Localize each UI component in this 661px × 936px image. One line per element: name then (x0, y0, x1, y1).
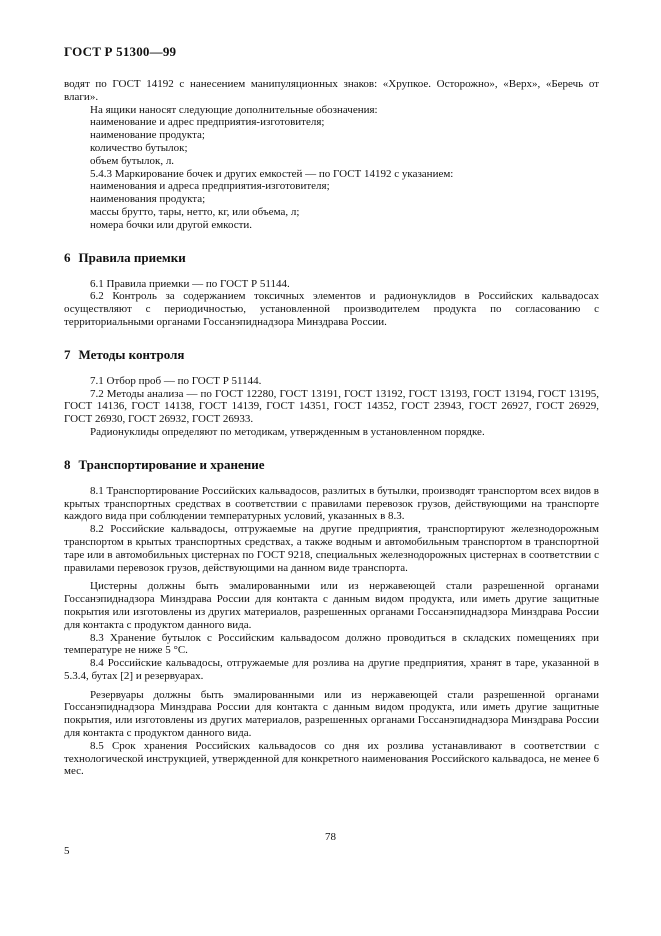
continued-paragraph: водят по ГОСТ 14192 с нанесением манипуляционных знаков: «Хрупкое. Осторожно», «Верх», «Беречь от влаги». (64, 78, 599, 103)
page-number: 78 (325, 831, 336, 843)
footer-mark: 5 (64, 845, 70, 857)
section-8-heading (64, 457, 599, 473)
list-item: массы брутто, тары, нетто, кг, или объема, л; (90, 205, 300, 218)
list-item: номера бочки или другой емкости. (90, 218, 253, 231)
tanks-paragraph: Цистерны должны быть эмалированными или из нержавеющей стали разрешенной органами Госсанэпиднадзора Минздрава России для контакта с данным видом продукта, или иметь другие защитные покрытия или изготовлены из других материалов, разрешенных органами Госсанэпиднадзора Минздрава России для контакта с продуктом данного вида. (64, 580, 599, 631)
list-item: объем бутылок, л. (90, 154, 175, 167)
section-number: 8 (64, 456, 71, 472)
radionuclides-paragraph: Радионуклиды определяют по методикам, утвержденным в установленном порядке. (90, 425, 485, 438)
list-item: наименование продукта; (90, 129, 205, 142)
document-code-header: ГОСТ Р 51300—99 (64, 44, 177, 59)
list-item: количество бутылок; (90, 141, 188, 154)
boxes-marking-list (64, 116, 599, 167)
document-page (64, 0, 599, 936)
section-title: Транспортирование и хранение (78, 456, 265, 472)
clause-7-1: 7.1 Отбор проб — по ГОСТ Р 51144. (90, 374, 262, 387)
clause-8-4: 8.4 Российские кальвадосы, отгружаемые для розлива на другие предприятия, хранят в таре, указанной в 5.3.4, бутах [2] и резервуарах. (64, 657, 599, 682)
clause-8-5: 8.5 Срок хранения Российских кальвадосов со дня их розлива устанавливают в соответствии с технологической инструкцией, утвержденной для конкретного наименования Российского кальвадоса, не менее 6 мес. (64, 739, 599, 778)
list-item: наименование и адрес предприятия-изготовителя; (90, 116, 325, 129)
clause-5-4-3: 5.4.3 Маркирование бочек и других емкостей — по ГОСТ 14192 с указанием: (90, 167, 454, 180)
clause-7-2: 7.2 Методы анализа — по ГОСТ 12280, ГОСТ 13191, ГОСТ 13192, ГОСТ 13193, ГОСТ 13194, ГОСТ 13195, ГОСТ 14136, ГОСТ 14138, ГОСТ 14139, ГОСТ 14351, ГОСТ 14352, ГОСТ 23943, ГОСТ 26927, ГОСТ 26929, ГОСТ 26930, ГОСТ 26932, ГОСТ 26933. (64, 387, 599, 426)
section-6-heading (64, 250, 599, 266)
section-title: Правила приемки (78, 249, 186, 265)
section-number: 6 (64, 249, 71, 265)
document-body (64, 78, 599, 778)
clause-6-1: 6.1 Правила приемки — по ГОСТ Р 51144. (90, 277, 290, 290)
clause-8-2: 8.2 Российские кальвадосы, отгружаемые на другие предприятия, транспортируют железнодорожным транспортом в крытых транспортных средствах, а также водным и автомобильным транспортом в транспортной таре или в автомобильных цистернах по ГОСТ 9218, специальных железнодорожных цистернах в соответствии с правилами перевозок грузов, действующими на данном виде транспорта. (64, 523, 599, 574)
list-item: наименования продукта; (90, 193, 206, 206)
boxes-marking-lead: На ящики наносят следующие дополнительные обозначения: (90, 103, 378, 116)
section-number: 7 (64, 346, 71, 362)
clause-8-1: 8.1 Транспортирование Российских кальвадосов, разлитых в бутылки, производят транспортом всех видов в крытых транспортных средствах в соответствии с правилами перевозок грузов, действующими на транспорте каждого вида при соблюдении температурных условий, указанных в 8.3. (64, 484, 599, 523)
clause-6-2: 6.2 Контроль за содержанием токсичных элементов и радионуклидов в Российских кальвадосах осуществляют с периодичностью, установленной производителем продукта по согласованию с территориальными органами Госсанэпиднадзора Минздрава России. (64, 290, 599, 328)
reservoirs-paragraph: Резервуары должны быть эмалированными или из нержавеющей стали разрешенной органами Госсанэпиднадзора Минздрава России для контакта с данным видом продукта, или иметь другие защитные покрытия, или изготовлены из других материалов, разрешенных органами Госсанэпиднадзора Минздрава России для контакта с продуктом данного вида. (64, 688, 599, 740)
section-title: Методы контроля (78, 346, 185, 362)
list-item: наименования и адреса предприятия-изготовителя; (90, 180, 330, 193)
clause-8-3: 8.3 Хранение бутылок с Российским кальвадосом должно проводиться в складских помещениях при температуре не ниже 5 °С. (64, 631, 599, 657)
barrel-marking-list (64, 180, 599, 231)
section-7-heading (64, 347, 599, 363)
